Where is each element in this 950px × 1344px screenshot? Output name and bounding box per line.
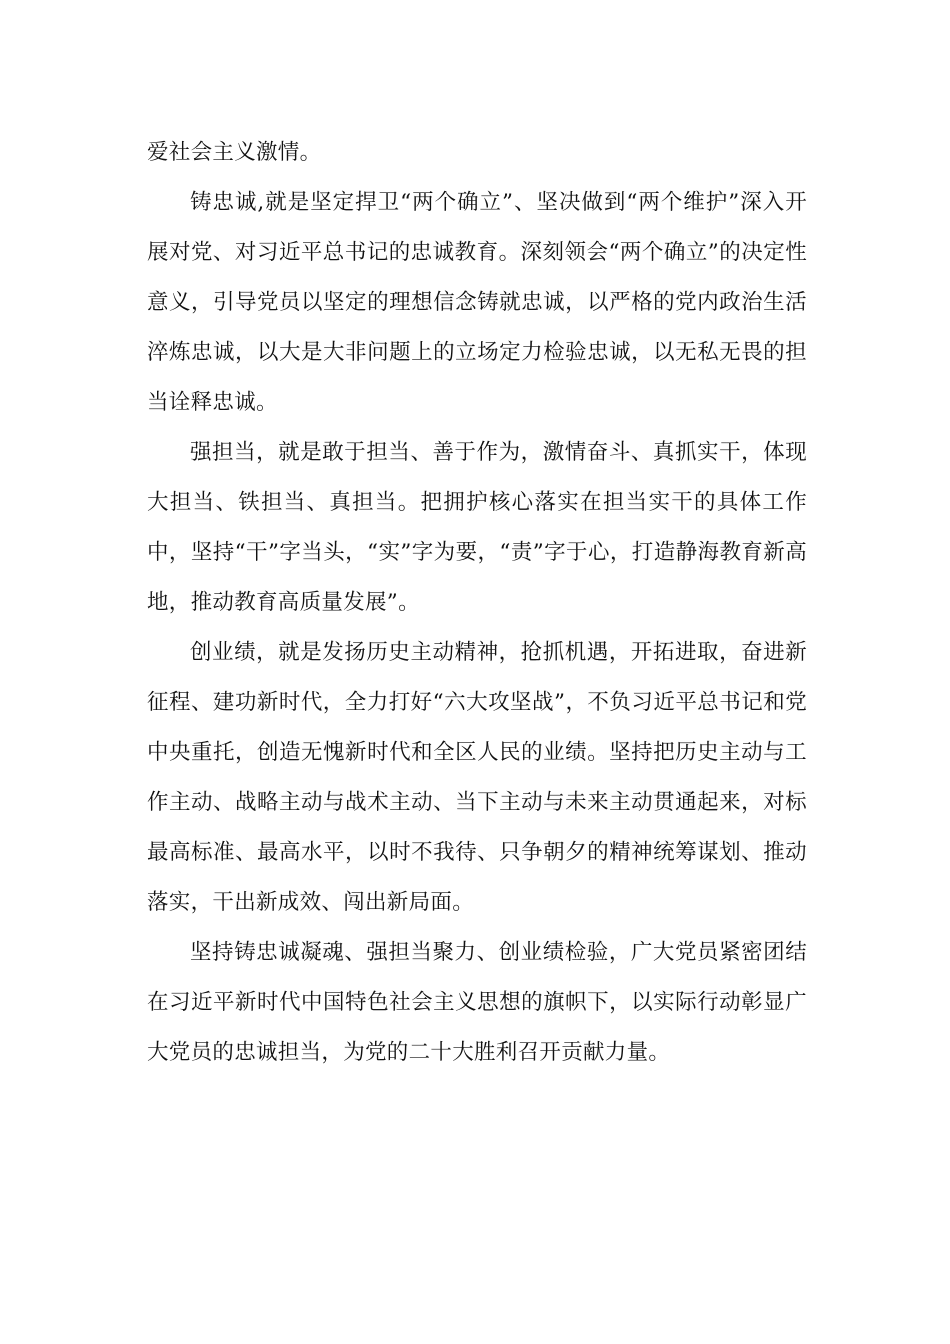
paragraph-continuation: 爱社会主义激情。 <box>147 140 322 165</box>
paragraph-conclusion: 坚持铸忠诚凝魂、强担当聚力、创业绩检验，广大党员紧密团结在习近平新时代中国特色社会主义思想的旗帜下，以实际行动彰显广大党员的忠诚担当，为党的二十大胜利召开贡献力量。 <box>147 940 807 1065</box>
paragraph-loyalty: 铸忠诚,就是坚定捍卫“两个确立”、坚决做到“两个维护”深入开展对党、对习近平总书记的忠诚教育。深刻领会“两个确立”的决定性意义，引导党员以坚定的理想信念铸就忠诚，以严格的党内政治生活淬炼忠诚，以大是大非问题上的立场定力检验忠诚，以无私无畏的担当诠释忠诚。 <box>147 190 807 415</box>
document-body <box>147 128 807 1078</box>
paragraph-responsibility: 强担当，就是敢于担当、善于作为，激情奋斗、真抓实干，体现大担当、铁担当、真担当。把拥护核心落实在担当实干的具体工作中，坚持“干”字当头，“实”字为要，“责”字于心，打造静海教育新高地，推动教育高质量发展”。 <box>147 440 807 615</box>
paragraph-achievements: 创业绩，就是发扬历史主动精神，抢抓机遇，开拓进取，奋进新征程、建功新时代，全力打好“六大攻坚战”，不负习近平总书记和党中央重托，创造无愧新时代和全区人民的业绩。坚持把历史主动与工作主动、战略主动与战术主动、当下主动与未来主动贯通起来，对标最高标准、最高水平，以时不我待、只争朝夕的精神统筹谋划、推动落实，干出新成效、闯出新局面。 <box>147 640 807 915</box>
